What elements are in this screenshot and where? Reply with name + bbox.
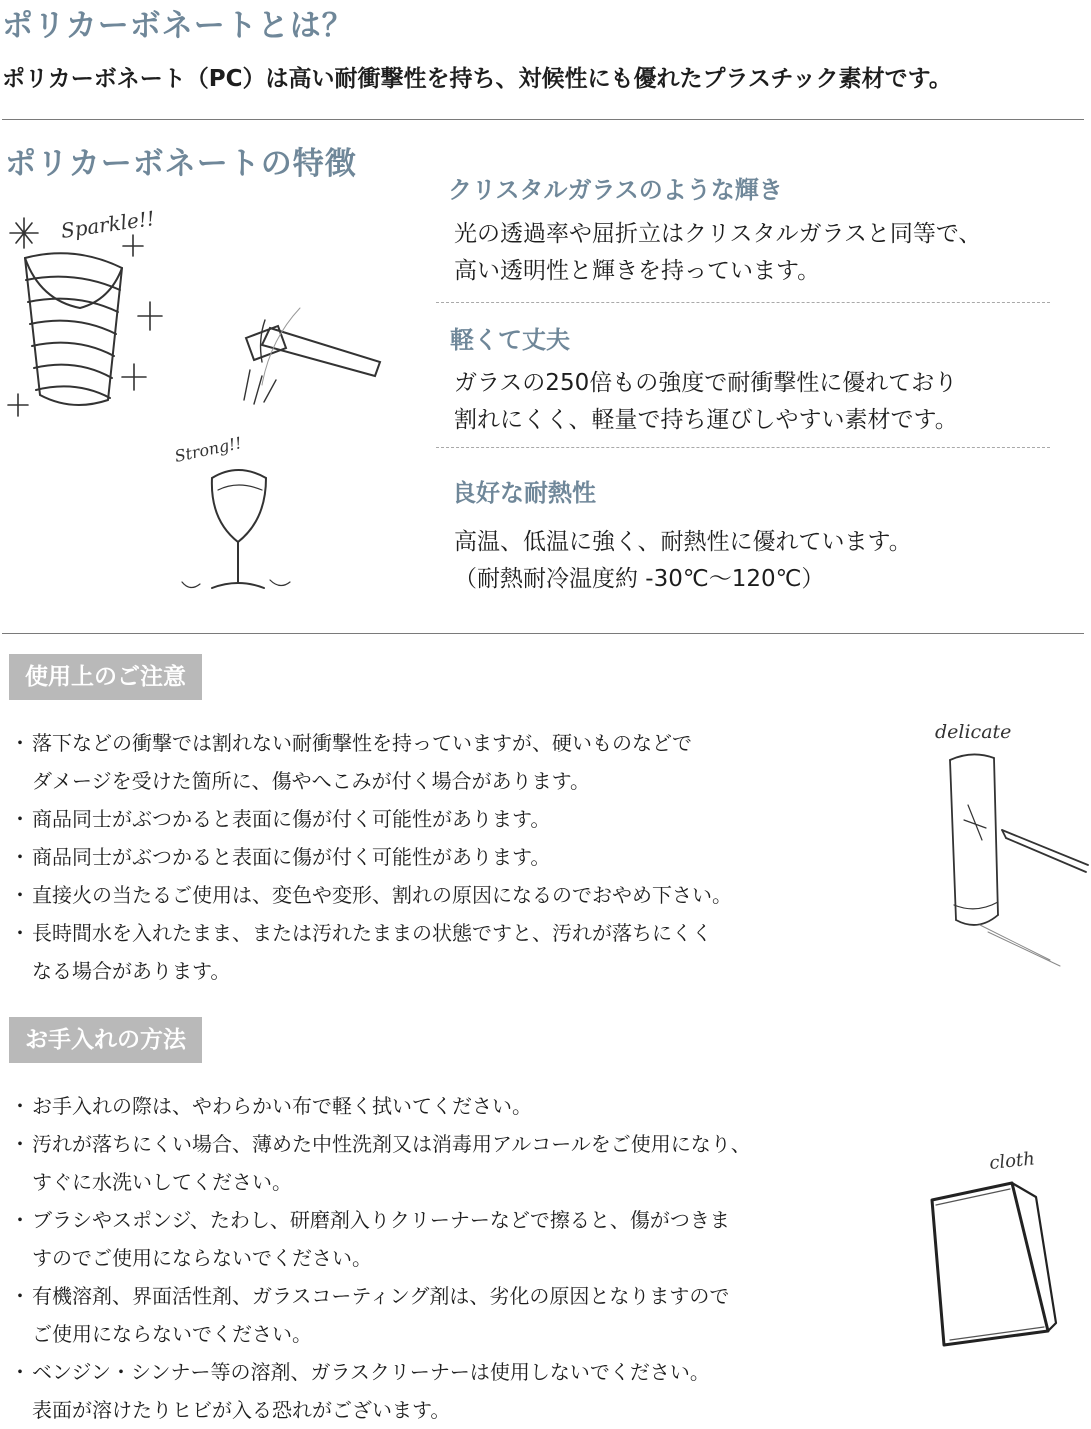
delicate-caption: delicate (935, 721, 1012, 743)
glass-scratch-sketch-icon (920, 710, 1090, 980)
list-item-line: 汚れが落ちにくい場合、薄めた中性洗剤又は消毒用アルコールをご使用になり、 (32, 1132, 751, 1156)
feature-text-heat (454, 524, 912, 598)
feature-line: 高温、低温に強く、耐熱性に優れています。 (454, 529, 912, 555)
list-item-line: ご使用にならないでください。 (32, 1322, 312, 1346)
bullet: ・ (10, 1284, 30, 1308)
list-item (10, 838, 732, 876)
feature-title-sparkle: クリスタルガラスのような輝き (448, 176, 783, 204)
list-item-line: 商品同士がぶつかると表面に傷が付く可能性があります。 (32, 845, 551, 869)
list-item-line: すのでご使用にならないでください。 (32, 1246, 372, 1270)
feature-line: ガラスの250倍もの強度で耐衝撃性に優れており (454, 370, 958, 396)
bullet: ・ (10, 1132, 30, 1156)
page-title: ポリカーボネートとは？ (2, 8, 354, 44)
list-item-line: 表面が溶けたりヒビが入る恐れがございます。 (32, 1398, 451, 1422)
bullet: ・ (10, 1360, 30, 1384)
list-item-line: なる場合があります。 (32, 959, 231, 983)
list-item (10, 1277, 751, 1353)
delicate-illustration (920, 710, 1090, 980)
bullet: ・ (10, 845, 30, 869)
feature-title-heat: 良好な耐熱性 (452, 479, 596, 507)
list-item (10, 1087, 751, 1125)
feature-line: （耐熱耐冷温度約 -30℃〜120℃） (454, 566, 825, 592)
cloth-sketch-icon (920, 1135, 1090, 1365)
list-item (10, 1353, 751, 1429)
bullet: ・ (10, 1208, 30, 1232)
list-item-line: ブラシやスポンジ、たわし、研磨剤入りクリーナーなどで擦ると、傷がつきま (32, 1208, 730, 1232)
feature-line: 割れにくく、軽量で持ち運びしやすい素材です。 (454, 407, 958, 433)
list-item-line: 落下などの衝撃では割れない耐衝撃性を持っていますが、硬いものなどで (32, 731, 692, 755)
cloth-caption: cloth (988, 1148, 1036, 1174)
divider-middle (2, 633, 1084, 634)
list-item (10, 1201, 751, 1277)
list-item-line: 直接火の当たるご使用は、変色や変形、割れの原因になるのでおやめ下さい。 (32, 883, 732, 907)
cloth-illustration (920, 1135, 1090, 1365)
feature-title-strong: 軽くて丈夫 (450, 326, 570, 354)
list-item (10, 876, 732, 914)
strong-caption: Strong!! (172, 433, 244, 466)
sparkle-strong-sketch-icon (0, 190, 420, 610)
list-item-line: ダメージを受けた箇所に、傷やへこみが付く場合があります。 (32, 769, 590, 793)
list-item (10, 1125, 751, 1201)
cautions-label: 使用上のご注意 (9, 654, 202, 700)
features-title: ポリカーボネートの特徴 (5, 146, 357, 182)
feature-divider (436, 447, 1050, 448)
care-list (10, 1087, 751, 1429)
bullet: ・ (10, 883, 30, 907)
care-label: お手入れの方法 (9, 1017, 202, 1063)
feature-line: 高い透明性と輝きを持っています。 (454, 258, 821, 284)
sparkle-caption: Sparkle!! (59, 206, 157, 243)
bullet: ・ (10, 731, 30, 755)
feature-divider (436, 302, 1050, 303)
feature-line: 光の透過率や屈折立はクリスタルガラスと同等で、 (454, 221, 982, 247)
bullet: ・ (10, 921, 30, 945)
list-item (10, 800, 732, 838)
list-item-line: 有機溶剤、界面活性剤、ガラスコーティング剤は、劣化の原因となりますので (32, 1284, 730, 1308)
list-item-line: ベンジン・シンナー等の溶剤、ガラスクリーナーは使用しないでください。 (32, 1360, 710, 1384)
feature-text-strong (454, 365, 958, 439)
bullet: ・ (10, 1094, 30, 1118)
divider-top (2, 119, 1084, 120)
features-illustration (0, 190, 420, 610)
bullet: ・ (10, 807, 30, 831)
list-item-line: 長時間水を入れたまま、または汚れたままの状態ですと、汚れが落ちにくく (32, 921, 712, 945)
list-item-line: すぐに水洗いしてください。 (32, 1170, 292, 1194)
cautions-list (10, 724, 732, 990)
list-item (10, 724, 732, 800)
intro-text: ポリカーボネート（PC）は高い耐衝撃性を持ち、対候性にも優れたプラスチック素材です。 (2, 66, 952, 92)
list-item-line: お手入れの際は、やわらかい布で軽く拭いてください。 (32, 1094, 532, 1118)
list-item (10, 914, 732, 990)
feature-text-sparkle (454, 216, 981, 290)
list-item-line: 商品同士がぶつかると表面に傷が付く可能性があります。 (32, 807, 551, 831)
